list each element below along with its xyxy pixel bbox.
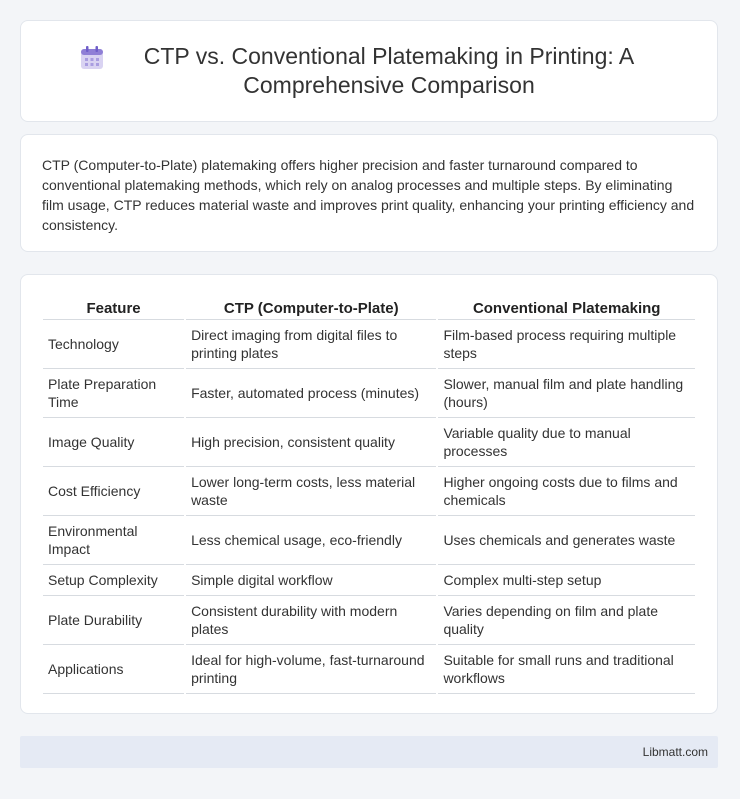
conventional-cell: Complex multi-step setup: [438, 565, 695, 596]
intro-paragraph: CTP (Computer-to-Plate) platemaking offers higher precision and faster turnaround compared to conventional platemaking methods, which rely on analog processes and multiple steps. By eliminating film usage, CTP reduces material waste and improves print quality, enhancing your printing efficiency and consistency.: [42, 157, 695, 233]
conventional-cell: Variable quality due to manual processes: [438, 418, 695, 467]
table-row: [43, 596, 695, 645]
footer: [20, 736, 718, 768]
header-feature: Feature: [43, 295, 184, 320]
comparison-table: [41, 295, 697, 694]
table-row: [43, 645, 695, 694]
conventional-cell: Slower, manual film and plate handling (hours): [438, 369, 695, 418]
ctp-cell: Ideal for high-volume, fast-turnaround printing: [186, 645, 436, 694]
feature-cell: Plate Durability: [43, 596, 184, 645]
conventional-cell: Higher ongoing costs due to films and chemicals: [438, 467, 695, 516]
ctp-cell: Lower long-term costs, less material waste: [186, 467, 436, 516]
feature-cell: Image Quality: [43, 418, 184, 467]
header-conventional: Conventional Platemaking: [438, 295, 695, 320]
header-ctp: CTP (Computer-to-Plate): [186, 295, 436, 320]
feature-cell: Environmental Impact: [43, 516, 184, 565]
conventional-cell: Film-based process requiring multiple steps: [438, 320, 695, 369]
ctp-cell: Less chemical usage, eco-friendly: [186, 516, 436, 565]
calendar-icon: [79, 45, 105, 71]
feature-cell: Technology: [43, 320, 184, 369]
table-row: [43, 516, 695, 565]
conventional-cell: Suitable for small runs and traditional workflows: [438, 645, 695, 694]
feature-cell: Plate Preparation Time: [43, 369, 184, 418]
ctp-cell: Direct imaging from digital files to printing plates: [186, 320, 436, 369]
title-wrap: [79, 42, 659, 100]
table-row: [43, 418, 695, 467]
footer-brand: Libmatt.com: [642, 745, 708, 759]
ctp-cell: Consistent durability with modern plates: [186, 596, 436, 645]
conventional-cell: Varies depending on film and plate quality: [438, 596, 695, 645]
title-card: [20, 20, 718, 122]
intro-card: [20, 134, 718, 252]
conventional-cell: Uses chemicals and generates waste: [438, 516, 695, 565]
ctp-cell: High precision, consistent quality: [186, 418, 436, 467]
table-row: [43, 369, 695, 418]
feature-cell: Cost Efficiency: [43, 467, 184, 516]
comparison-card: [20, 274, 718, 714]
ctp-cell: Faster, automated process (minutes): [186, 369, 436, 418]
feature-cell: Applications: [43, 645, 184, 694]
table-row: [43, 320, 695, 369]
table-row: [43, 467, 695, 516]
feature-cell: Setup Complexity: [43, 565, 184, 596]
table-row: [43, 565, 695, 596]
page-title: CTP vs. Conventional Platemaking in Printing: A Comprehensive Comparison: [143, 43, 635, 98]
table-header-row: [43, 295, 695, 320]
ctp-cell: Simple digital workflow: [186, 565, 436, 596]
